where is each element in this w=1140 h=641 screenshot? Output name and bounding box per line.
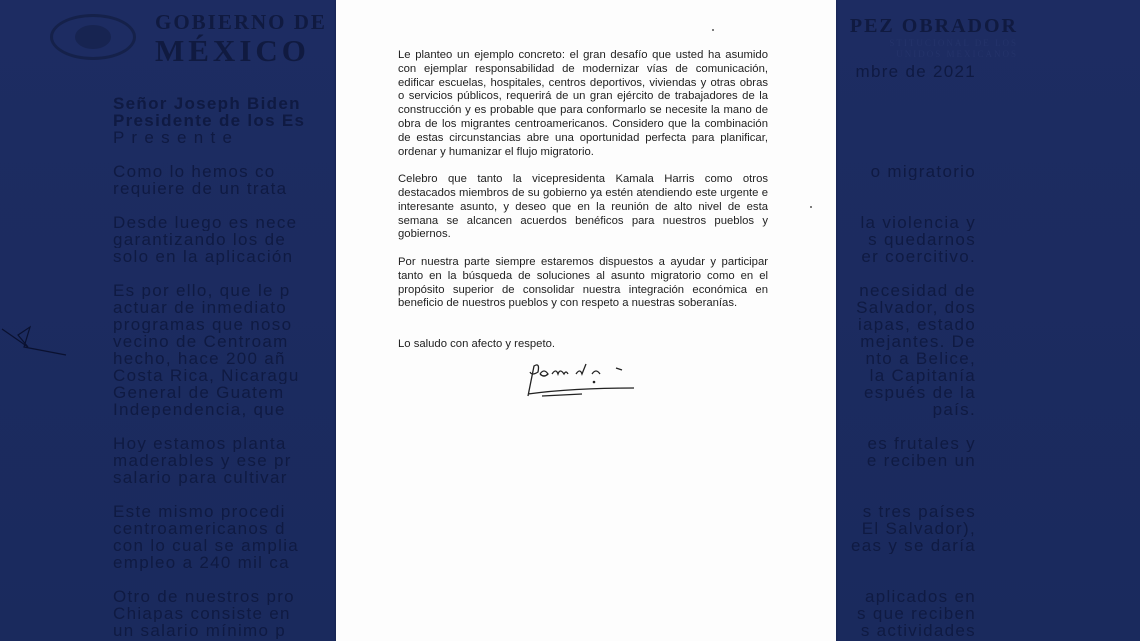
background-line-left: Chiapas consiste en (113, 605, 291, 622)
background-line-left: Otro de nuestros pro (113, 588, 295, 605)
background-line-left: Señor Joseph Biden (113, 95, 301, 112)
background-line-right (838, 520, 976, 537)
header-president-name: PEZ OBRADOR (849, 15, 1018, 37)
background-line-right (838, 316, 976, 333)
background-line-right-text: país. (932, 401, 976, 418)
background-line-left: P r e s e n t e (113, 129, 234, 146)
background-line-left: Es por ello, que le p (113, 282, 291, 299)
background-line-left: salario para cultivar (113, 469, 288, 486)
letter-paragraph: Celebro que tanto la vicepresidenta Kamala Harris como otros destacados miembros de su gobierno ya estén atendiendo este urgente e interesante asunto, y deseo que en la reunión de alto nivel de esta semana se alcancen acuerdos benéficos para nuestros pueblos y gobiernos. (398, 173, 768, 241)
background-line-right (838, 452, 976, 469)
background-line-right (838, 537, 976, 554)
background-line-left: maderables y ese pr (113, 452, 292, 469)
letter-page (336, 0, 836, 641)
background-line-left: Presidente de los Es (113, 112, 306, 129)
background-line-right (838, 299, 976, 316)
background-line-left: garantizando los de (113, 231, 287, 248)
background-line-left: solo en la aplicación (113, 248, 294, 265)
background-line-right-text: s actividades (860, 622, 976, 639)
background-line-right-text: o migratorio (870, 163, 976, 180)
background-line-right (838, 231, 976, 248)
header-mexico: MÉXICO (155, 33, 310, 68)
header-subtitle-1: STITUCIONAL DE LOS (889, 38, 1018, 48)
background-line-right-text: aplicados en (864, 588, 976, 605)
background-line-right-text: s tres países (862, 503, 976, 520)
background-line-right (838, 588, 976, 605)
background-line-right (838, 282, 976, 299)
background-line-left: Este mismo procedi (113, 503, 286, 520)
background-line-left: Como lo hemos co (113, 163, 276, 180)
background-line-left: requiere de un trata (113, 180, 288, 197)
letter-paragraph: Le planteo un ejemplo concreto: el gran desafío que usted ha asumido con ejemplar responsabilidad de modernizar vías de comunicación, edificar escuelas, hospitales, centros deportivos, viviendas y otras obras o servicios públicos, requerirá de un gran ejército de trabajadores de la construcción y es probable que para conformarlo se necesite la mano de obra de los migrantes centroamericanos. Considero que la combinación de estas circunstancias abre una oportunidad perfecta para planificar, ordenar y humanizar el flujo migratorio. (398, 49, 768, 158)
letter-paragraph: Por nuestra parte siempre estaremos dispuestos a ayudar y participar tanto en la búsqueda de soluciones al asunto migratorio como en el propósito superior de consolidar nuestra integración económica en beneficio de nuestros pueblos y con respeto a nuestras soberanías. (398, 255, 768, 310)
background-line-left: vecino de Centroam (113, 333, 289, 350)
letter-closing: Lo saludo con afecto y respeto. (398, 338, 556, 351)
letter-body (398, 49, 768, 366)
background-line-right-text: nto a Belice, (865, 350, 976, 367)
background-line-right-text: s quedarnos (868, 231, 976, 248)
background-line-left: centroamericanos d (113, 520, 286, 537)
background-line-left: un salario mínimo p (113, 622, 287, 639)
mexico-seal-icon (50, 14, 136, 60)
background-line-left: Desde luego es nece (113, 214, 298, 231)
background-line-right-text: la Capitanía (869, 367, 976, 384)
background-line-right (838, 214, 976, 231)
background-line-right-text: necesidad de (859, 282, 976, 299)
background-line-right-text: mejantes. De (860, 333, 976, 350)
background-line-right (838, 605, 976, 622)
signature (522, 358, 642, 403)
background-line-right (838, 350, 976, 367)
background-line-right-text: es frutales y (867, 435, 976, 452)
background-line-left: hecho, hace 200 añ (113, 350, 286, 367)
background-line-right (838, 163, 976, 180)
background-line-right-text: e reciben un (866, 452, 976, 469)
speck (712, 29, 714, 31)
background-line-right-text: espués de la (863, 384, 976, 401)
background-line-right-text: s que reciben (857, 605, 976, 622)
header-subtitle-2: UNIDOS MEXICANOS (896, 49, 1018, 59)
background-line-right (838, 367, 976, 384)
background-line-left: Costa Rica, Nicaragu (113, 367, 300, 384)
background-line-right (838, 401, 976, 418)
background-date-text: mbre de 2021 (855, 63, 976, 80)
background-line-left: programas que noso (113, 316, 293, 333)
background-line-right-text: er coercitivo. (861, 248, 976, 265)
background-line-right-text: iapas, estado (857, 316, 976, 333)
margin-scribble-icon (0, 325, 70, 365)
background-line-right (838, 503, 976, 520)
background-line-left: empleo a 240 mil ca (113, 554, 290, 571)
background-line-right-text: El Salvador), (861, 520, 976, 537)
background-line-right (838, 384, 976, 401)
background-line-right-text: Salvador, dos (856, 299, 976, 316)
background-line-right-text: eas y se daría (851, 537, 976, 554)
background-date (838, 63, 976, 80)
speck (810, 206, 812, 208)
background-line-left: actuar de inmediato (113, 299, 288, 316)
background-line-right (838, 622, 976, 639)
background-line-right-text: la violencia y (860, 214, 976, 231)
background-line-left: con lo cual se amplia (113, 537, 300, 554)
header-gobierno: GOBIERNO DE (155, 10, 327, 34)
background-line-left: Independencia, que (113, 401, 286, 418)
background-line-left: General de Guatem (113, 384, 285, 401)
background-line-left: Hoy estamos planta (113, 435, 287, 452)
background-line-right (838, 435, 976, 452)
background-line-right (838, 333, 976, 350)
background-line-right (838, 248, 976, 265)
